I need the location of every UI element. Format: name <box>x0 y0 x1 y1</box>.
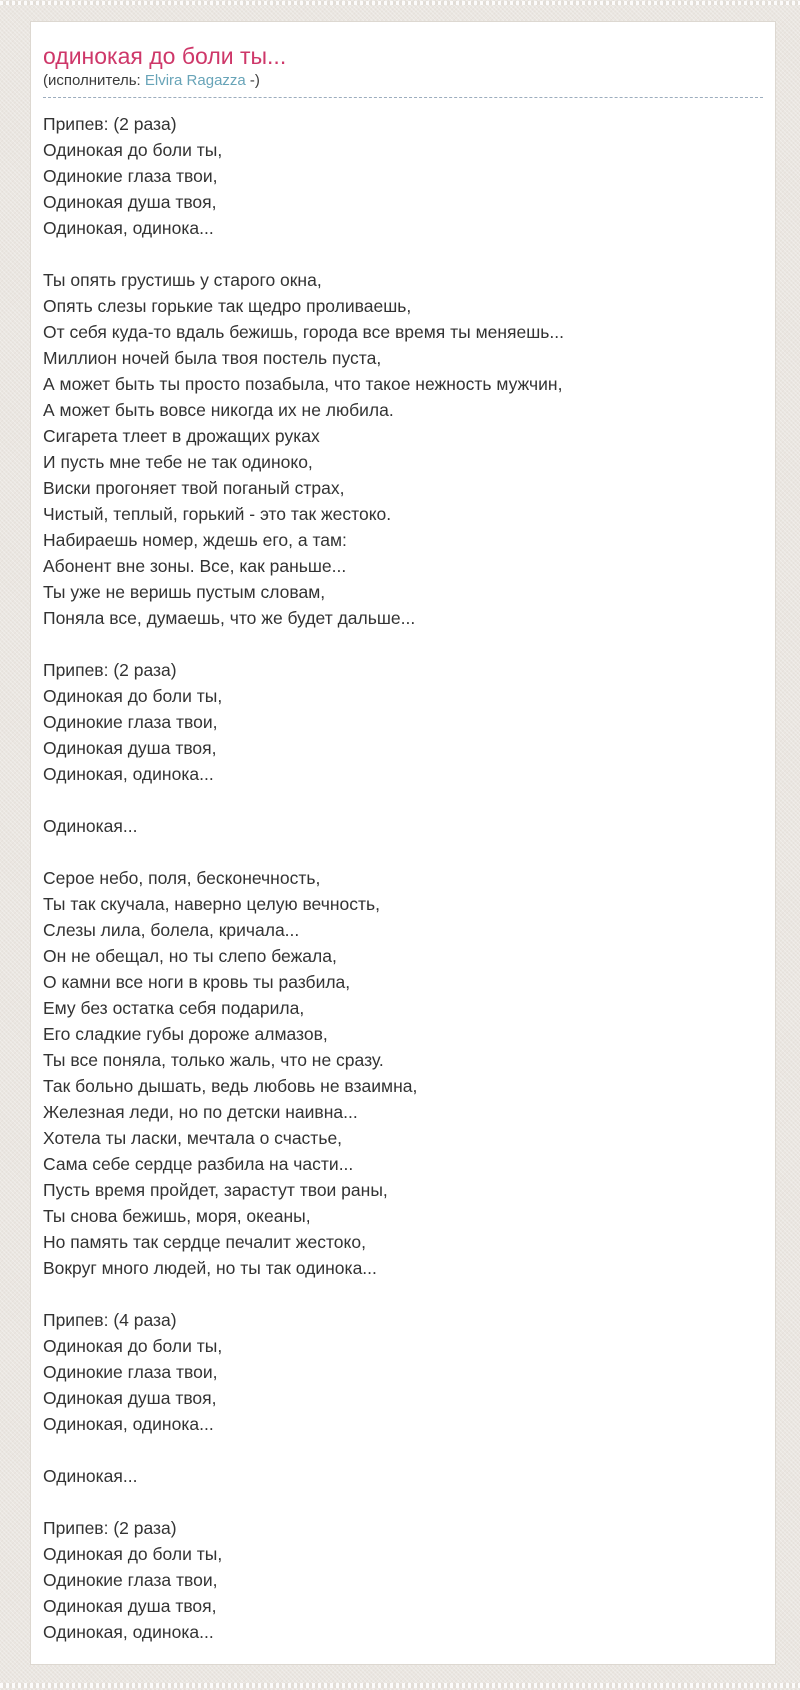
lyrics-line: Одинокая, одинока... <box>43 218 214 238</box>
lyrics-line: Абонент вне зоны. Все, как раньше... <box>43 556 347 576</box>
lyrics-line <box>43 1489 763 1515</box>
lyrics-line: Сигарета тлеет в дрожащих руках <box>43 426 320 446</box>
lyrics-line: Одинокая до боли ты, <box>43 140 223 160</box>
lyrics-line: О камни все ноги в кровь ты разбила, <box>43 972 351 992</box>
lyrics-line: Вокруг много людей, но ты так одинока... <box>43 1258 377 1278</box>
lyrics-line: Ты уже не веришь пустым словам, <box>43 582 326 602</box>
lyrics-line: Он не обещал, но ты слепо бежала, <box>43 946 337 966</box>
lyrics-line: Так больно дышать, ведь любовь не взаимна, <box>43 1076 418 1096</box>
artist-suffix: -) <box>245 72 260 89</box>
lyrics-line <box>43 241 763 267</box>
lyrics-line: Одинокие глаза твои, <box>43 712 218 732</box>
song-title: одинокая до боли ты... <box>43 43 287 69</box>
lyrics-line: Одинокая, одинока... <box>43 1414 214 1434</box>
lyrics-line: И пусть мне тебе не так одиноко, <box>43 452 313 472</box>
lyrics-line: Одинокая до боли ты, <box>43 1544 223 1564</box>
lyrics-line: Сама себе сердце разбила на части... <box>43 1154 354 1174</box>
lyrics-line: Хотела ты ласки, мечтала о счастье, <box>43 1128 343 1148</box>
lyrics-line <box>43 1281 763 1307</box>
lyrics-line: А может быть ты просто позабыла, что такое нежность мужчин, <box>43 374 563 394</box>
lyrics-line: Одинокие глаза твои, <box>43 1362 218 1382</box>
lyrics-line: Миллион ночей была твоя постель пуста, <box>43 348 382 368</box>
lyrics-line: Одинокая душа твоя, <box>43 1388 217 1408</box>
lyrics-line <box>43 631 763 657</box>
lyrics-text <box>43 98 763 1663</box>
lyrics-line <box>43 1437 763 1463</box>
lyrics-line: Одинокая душа твоя, <box>43 1596 217 1616</box>
lyrics-line: Припев: (2 раза) <box>43 114 177 134</box>
lyrics-line: Серое небо, поля, бесконечность, <box>43 868 321 888</box>
lyrics-line: Одинокая душа твоя, <box>43 738 217 758</box>
lyrics-line: Железная леди, но по детски наивна... <box>43 1102 358 1122</box>
lyrics-line: Ты опять грустишь у старого окна, <box>43 270 322 290</box>
lyrics-line: Но память так сердце печалит жестоко, <box>43 1232 366 1252</box>
lyrics-line: Одинокая до боли ты, <box>43 1336 223 1356</box>
lyrics-line <box>43 787 763 813</box>
lyrics-line: Слезы лила, болела, кричала... <box>43 920 300 940</box>
lyrics-line: Припев: (2 раза) <box>43 660 177 680</box>
lyrics-line: Ты снова бежишь, моря, океаны, <box>43 1206 311 1226</box>
lyrics-line: От себя куда-то вдаль бежишь, города все время ты меняешь... <box>43 322 564 342</box>
lyrics-line <box>43 839 763 865</box>
lyrics-line: Чистый, теплый, горький - это так жестоко. <box>43 504 392 524</box>
lyrics-line: Одинокие глаза твои, <box>43 1570 218 1590</box>
lyrics-line: Ты все поняла, только жаль, что не сразу. <box>43 1050 384 1070</box>
lyrics-line: Набираешь номер, ждешь его, а там: <box>43 530 347 550</box>
lyrics-line: Поняла все, думаешь, что же будет дальше... <box>43 608 416 628</box>
lyrics-line: Припев: (2 раза) <box>43 1518 177 1538</box>
lyrics-line: Ему без остатка себя подарила, <box>43 998 305 1018</box>
artist-label: (исполнитель: <box>43 72 145 89</box>
lyrics-line: Одинокая душа твоя, <box>43 192 217 212</box>
lyrics-line: Опять слезы горькие так щедро проливаешь, <box>43 296 412 316</box>
lyrics-line: Одинокая... <box>43 816 138 836</box>
lyrics-line: Ты так скучала, наверно целую вечность, <box>43 894 380 914</box>
lyrics-line: Одинокая, одинока... <box>43 1622 214 1642</box>
artist-line <box>43 70 763 98</box>
lyrics-line: Виски прогоняет твой поганый страх, <box>43 478 345 498</box>
page-bottom-texture-strip <box>0 1683 800 1688</box>
lyrics-line: Одинокая, одинока... <box>43 764 214 784</box>
lyrics-line: А может быть вовсе никогда их не любила. <box>43 400 394 420</box>
lyrics-line: Одинокая до боли ты, <box>43 686 223 706</box>
lyrics-card <box>30 21 776 1665</box>
artist-link[interactable]: Elvira Ragazza <box>144 72 246 89</box>
lyrics-line: Припев: (4 раза) <box>43 1310 177 1330</box>
page-top-texture-strip <box>0 1 800 5</box>
lyrics-line: Пусть время пройдет, зарастут твои раны, <box>43 1180 388 1200</box>
lyrics-line: Его сладкие губы дороже алмазов, <box>43 1024 328 1044</box>
lyrics-line: Одинокая... <box>43 1466 138 1486</box>
lyrics-line: Одинокие глаза твои, <box>43 166 218 186</box>
